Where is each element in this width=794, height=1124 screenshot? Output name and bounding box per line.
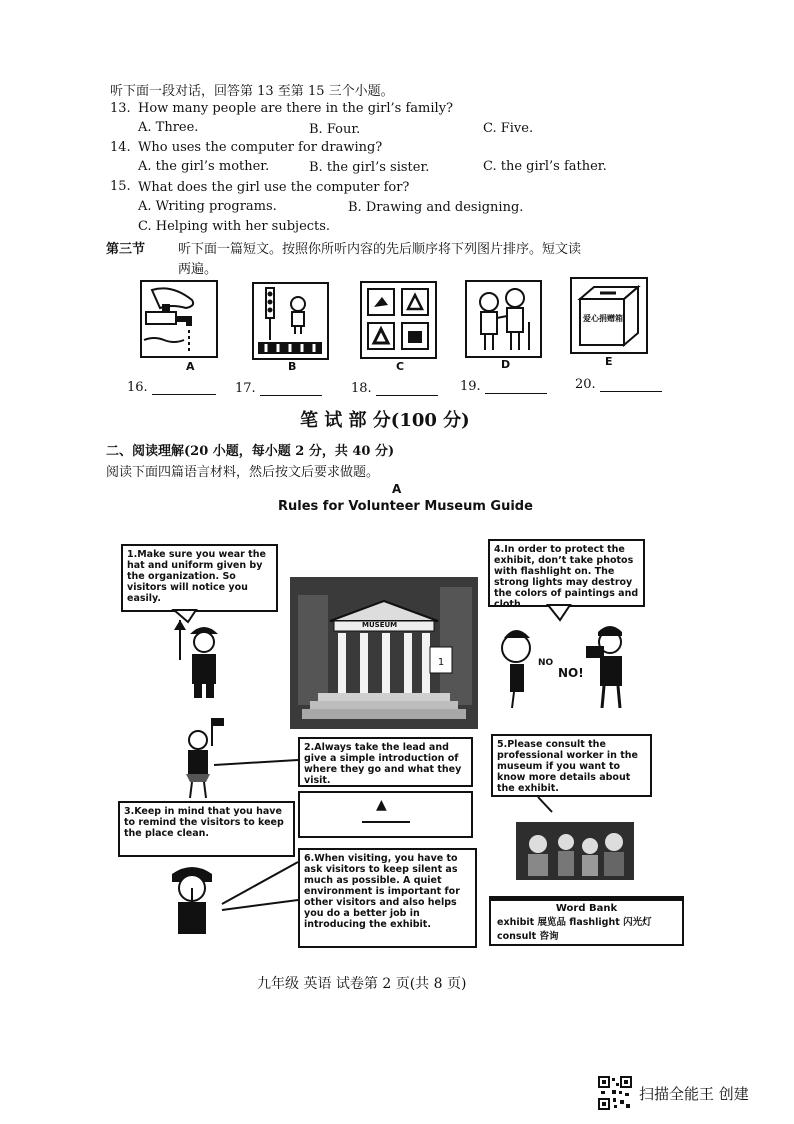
rule-2-bubble: 2.Always take the lead and give a simple introduction of where they go and what they visit. [298, 737, 473, 787]
rule-4-bubble: 4.In order to protect the exhibit, don’t take photos with flashlight on. The strong lights may destroy the colors of paintings and cloth. [488, 539, 645, 607]
picture-d-label: D [501, 358, 511, 371]
question-14-number: 14. [110, 140, 131, 155]
word-bank-line2: consult 咨询 [497, 931, 559, 942]
blank-rule-marker: ▲ [376, 797, 387, 813]
rule-5-bubble: 5.Please consult the professional worker in the museum if you want to know more details about the exhibit. [491, 734, 652, 797]
word-bank [489, 896, 684, 946]
question-15-number: 15. [110, 179, 131, 194]
scanner-watermark-text: 扫描全能王 创建 [639, 1085, 749, 1103]
svg-text:1: 1 [437, 657, 445, 668]
reading-heading: 二、阅读理解(20 小题，每小题 2 分，共 40 分) [106, 444, 395, 459]
passage-title: Rules for Volunteer Museum Guide [278, 499, 533, 514]
no-text-small: NO [538, 658, 554, 668]
question-15-option-a: A. Writing programs. [138, 199, 277, 214]
rule-3-bubble: 3.Keep in mind that you have to remind the visitors to keep the place clean. [118, 801, 295, 857]
instruction-13-15: 听下面一段对话，回答第 13 至第 15 三个小题。 [110, 84, 394, 99]
reading-instruction: 阅读下面四篇语言材料，然后按文后要求做题。 [106, 465, 380, 480]
rule-1-bubble: 1.Make sure you wear the hat and uniform given by the organization. So visitors will notice you easily. [121, 544, 278, 612]
picture-c-label: C [396, 360, 405, 373]
section3-text-line2: 两遍。 [178, 262, 218, 277]
picture-b-label: B [288, 360, 297, 373]
word-bank-line1: exhibit 展览品 flashlight 闪光灯 [497, 917, 652, 928]
question-13-option-a: A. Three. [138, 120, 199, 135]
blank-19-number: 19. [460, 379, 481, 394]
blank-18-number: 18. [351, 381, 372, 396]
rule-6-bubble: 6.When visiting, you have to ask visitors to keep silent as much as possible. A quiet environment is important for other visitors and also helps you do a better job in introducing the exhibit. [298, 848, 477, 948]
picture-a-label: A [186, 360, 195, 373]
blank-17-number: 17. [235, 381, 256, 396]
passage-letter: A [392, 482, 402, 496]
written-section-heading: 笔 试 部 分(100 分) [300, 410, 470, 431]
question-15-option-b: B. Drawing and designing. [348, 200, 524, 215]
section3-label: 第三节 [106, 242, 146, 257]
question-15-option-c: C. Helping with her subjects. [138, 219, 331, 234]
question-14-option-a: A. the girl’s mother. [138, 159, 270, 174]
question-13-text: How many people are there in the girl’s family? [138, 101, 454, 116]
question-13-option-c: C. Five. [483, 121, 534, 136]
blank-16-number: 16. [127, 380, 148, 395]
question-14-option-b: B. the girl’s sister. [309, 160, 430, 175]
question-13-number: 13. [110, 101, 131, 116]
museum-sign: MUSEUM [362, 621, 398, 629]
question-14-text: Who uses the computer for drawing? [138, 140, 383, 155]
question-13-option-b: B. Four. [309, 122, 361, 137]
word-bank-title: Word Bank [555, 903, 618, 914]
donation-box-text: 爱心捐赠箱 [583, 314, 623, 323]
qr-code-icon [598, 1076, 632, 1110]
page-footer: 九年级 英语 试卷第 2 页(共 8 页) [257, 976, 467, 992]
section3-text-line1: 听下面一篇短文。按照你所听内容的先后顺序将下列图片排序。短文读 [178, 242, 582, 257]
blank-20-number: 20. [575, 377, 596, 392]
question-15-text: What does the girl use the computer for? [138, 180, 410, 195]
no-text-large: NO! [558, 666, 584, 680]
question-14-option-c: C. the girl’s father. [483, 159, 607, 174]
picture-e-label: E [605, 355, 613, 368]
